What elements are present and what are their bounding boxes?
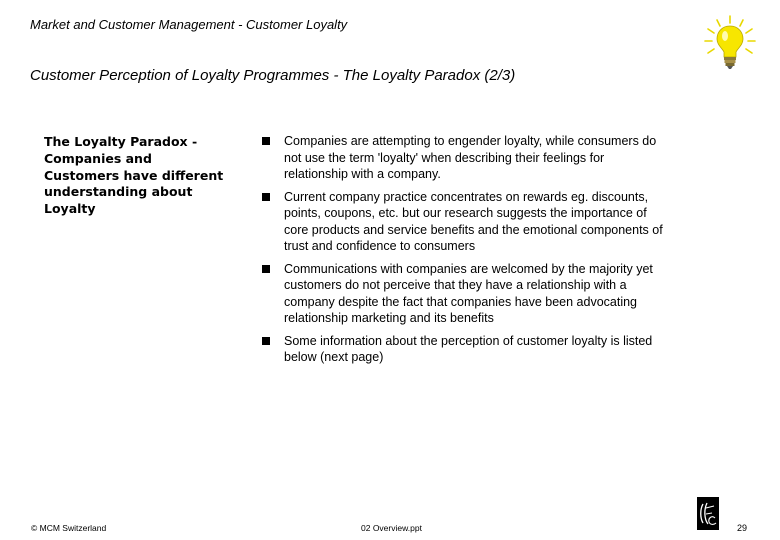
bullet-item [262,133,710,183]
page-number: 29 [737,523,748,533]
left-heading-line: Companies and [44,150,152,166]
mcm-logo-icon [697,497,719,530]
bullet-line: customers do not perceive that they have a relationship with a [284,278,627,292]
bullet-item [262,261,710,327]
square-bullet-icon [262,265,270,273]
bullet-line: Some information about the perception of customer loyalty is listed [284,333,653,348]
square-bullet-icon [262,193,270,201]
bullet-line: below (next page) [284,350,384,364]
left-heading-line: understanding about [44,184,193,200]
square-bullet-icon [262,137,270,145]
left-heading-line: The Loyalty Paradox - [44,134,198,149]
bullet-list [262,133,710,372]
lightbulb-icon [700,12,760,72]
bullet-line: not use the term 'loyalty' when describing their feelings for [284,150,605,165]
bullet-line: relationship with a company. [284,167,441,181]
bullet-line: Companies are attempting to engender loyalty, while consumers do [284,134,657,148]
bullet-line: points, coupons, etc. but our research suggests the importance of [284,206,647,220]
bullet-line: relationship marketing and its benefits [284,311,494,325]
footer-filename: 02 Overview.ppt [361,523,422,533]
page-title: Customer Perception of Loyalty Programmes - The Loyalty Paradox (2/3) [30,67,516,84]
footer-copyright: © MCM Switzerland [31,523,107,533]
left-heading-line: Loyalty [44,201,96,217]
left-heading-line: Customers have different [44,167,224,183]
bullet-line: trust and confidence to consumers [284,239,476,253]
bullet-line: core products and service benefits and the emotional components of [284,222,663,237]
left-heading [44,134,249,218]
bullet-item [262,333,710,366]
bullet-line: Current company practice concentrates on rewards eg. discounts, [284,189,649,204]
bullet-item [262,189,710,255]
section-header: Market and Customer Management - Customer Loyalty [30,17,348,32]
bullet-line: Communications with companies are welcomed by the majority yet [284,261,653,276]
bullet-line: company despite the fact that companies have been advocating [284,294,638,309]
square-bullet-icon [262,337,270,345]
